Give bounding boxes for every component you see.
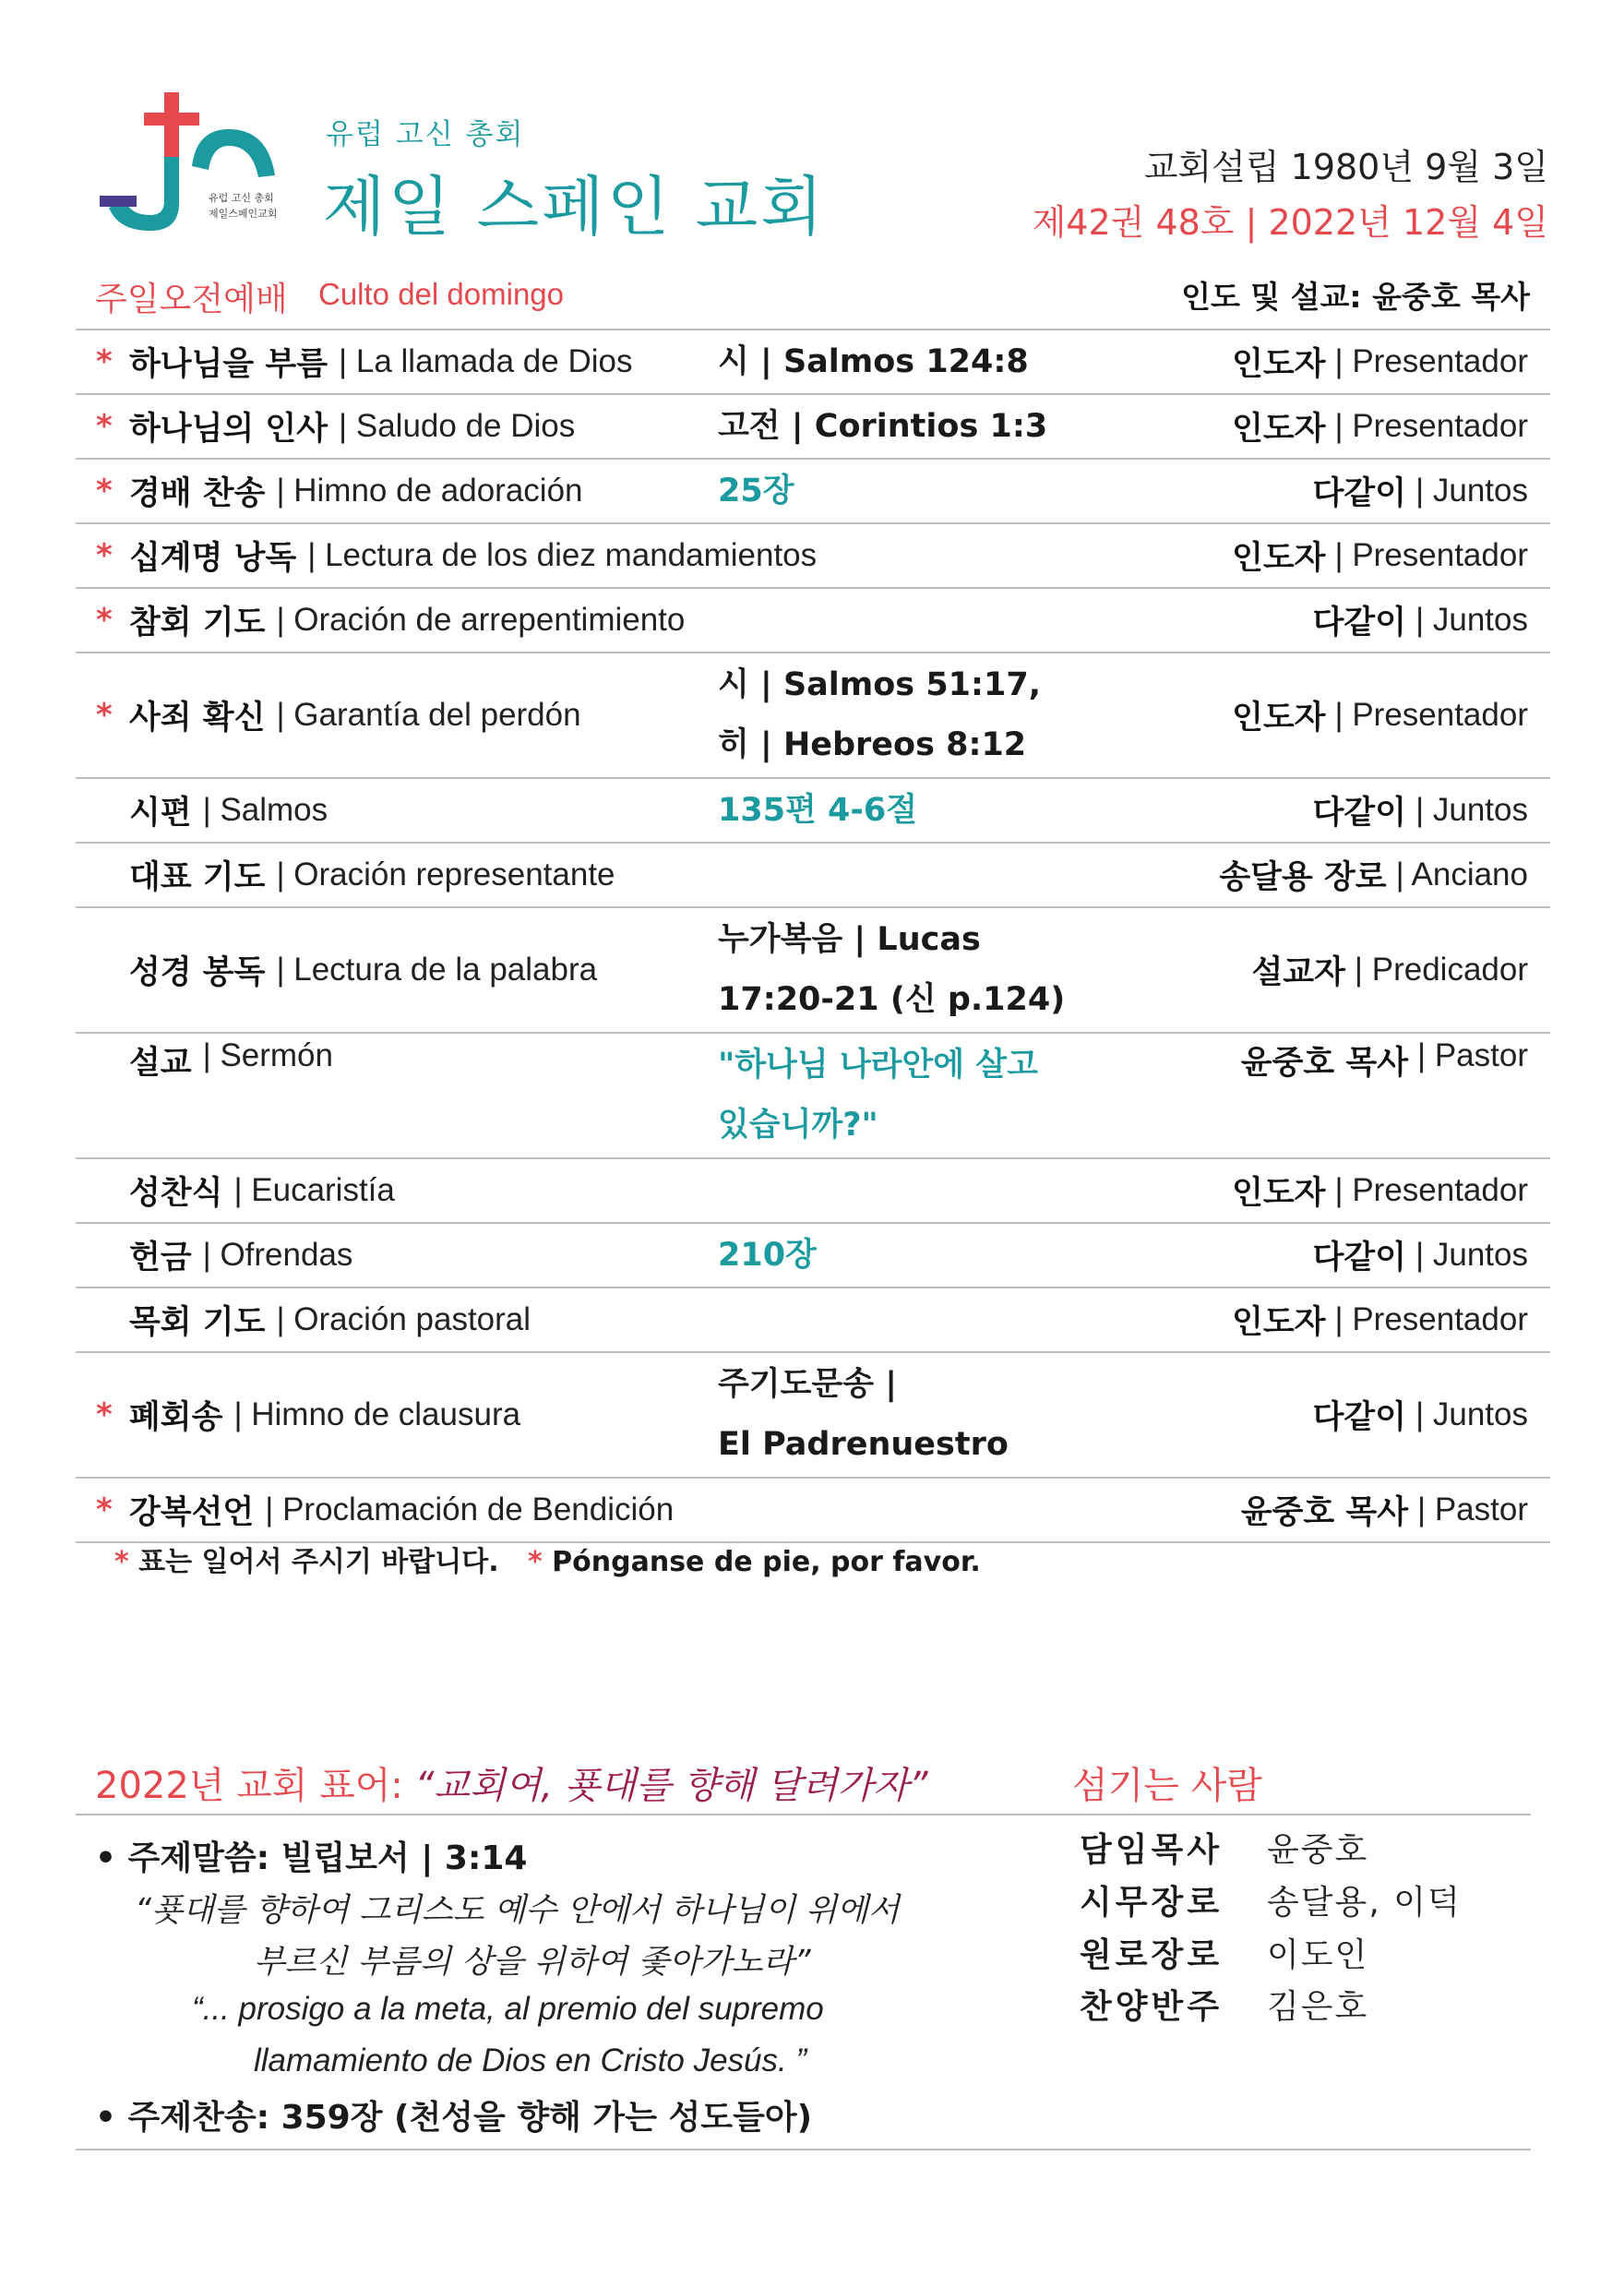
order-role	[1232, 1288, 1528, 1351]
order-item	[129, 844, 615, 906]
order-row	[76, 1479, 1550, 1543]
standing-star	[96, 844, 124, 906]
order-item	[129, 395, 575, 458]
order-detail-line: "하나님 나라안에 살고	[718, 1047, 1038, 1084]
service-title-ko: 주일오전예배	[95, 281, 288, 318]
order-detail	[718, 1353, 1105, 1477]
order-item-ko: 목회 기도	[129, 1304, 266, 1341]
standing-star: *	[96, 473, 113, 509]
order-role-ko: 다같이	[1312, 605, 1407, 641]
order-role-es: | Presentador	[1334, 408, 1528, 444]
order-detail-line: 25장	[718, 472, 794, 509]
order-role-es: | Pastor	[1417, 1037, 1528, 1073]
order-item-ko: 설교	[129, 1045, 192, 1082]
service-title-es: Culto del domingo	[318, 277, 564, 311]
standing-star: *	[96, 697, 113, 734]
order-role-ko: 다같이	[1312, 795, 1407, 832]
order-role-es: | Juntos	[1415, 473, 1528, 509]
server-role: 원로장로	[1080, 1936, 1224, 1974]
order-role-ko: 송달용 장로	[1219, 859, 1387, 896]
order-item-es: | Oración pastoral	[276, 1301, 531, 1337]
order-item-es: | Sermón	[202, 1037, 333, 1073]
order-role	[1219, 844, 1528, 906]
server-name: 김은호	[1267, 1988, 1369, 2026]
order-detail	[718, 395, 1105, 458]
standing-star	[96, 779, 124, 842]
order-role	[1232, 330, 1528, 393]
order-role-es: | Juntos	[1415, 602, 1528, 638]
standing-star	[96, 1288, 124, 1351]
order-detail	[718, 1034, 1105, 1157]
standing-star	[96, 1034, 124, 1157]
standing-star: *	[96, 1396, 113, 1433]
theme-verse-es-2: llamamiento de Dios en Cristo Jesús. ”	[254, 2042, 807, 2078]
order-row	[76, 589, 1550, 653]
order-item-ko: 헌금	[129, 1240, 192, 1276]
order-item-ko: 대표 기도	[129, 859, 266, 896]
order-item-es: | Ofrendas	[202, 1237, 353, 1273]
order-role-es: | Presentador	[1334, 343, 1528, 379]
order-detail-line: 주기도문송 |	[718, 1366, 898, 1403]
order-detail-line: El Padrenuestro	[718, 1426, 1009, 1463]
order-role	[1241, 1479, 1528, 1541]
standing-star: *	[96, 1491, 113, 1528]
order-item-es: | Garantía del perdón	[276, 697, 581, 733]
order-role-ko: 인도자	[1232, 700, 1326, 737]
order-role-es: | Juntos	[1415, 792, 1528, 828]
order-item	[129, 1034, 333, 1157]
note-star: *	[114, 1546, 129, 1578]
order-role-es: | Presentador	[1334, 1172, 1528, 1208]
order-item	[129, 779, 328, 842]
order-role	[1313, 589, 1528, 652]
order-item-ko: 시편	[129, 795, 192, 832]
order-item-ko: 강복선언	[129, 1494, 255, 1531]
standing-star	[96, 1224, 124, 1287]
order-item	[129, 1288, 531, 1351]
standing-star	[96, 908, 124, 1032]
standing-star: *	[96, 602, 113, 639]
standing-star	[96, 1159, 124, 1222]
order-role	[1232, 395, 1528, 458]
order-item-es: | La llamada de Dios	[339, 343, 633, 379]
order-role-ko: 인도자	[1232, 540, 1326, 577]
order-item	[129, 1479, 674, 1541]
motto-label: 2022년 교회 표어:	[95, 1765, 415, 1807]
order-detail-line: 누가복음 | Lucas	[718, 921, 981, 958]
order-detail	[718, 779, 1105, 842]
order-role	[1232, 1159, 1528, 1222]
logo-text-2: 제일스페인교회	[209, 208, 278, 220]
order-item	[129, 1353, 520, 1477]
order-row	[76, 330, 1550, 395]
standing-star: *	[96, 343, 113, 380]
order-item	[129, 524, 817, 587]
order-detail	[718, 1224, 1105, 1287]
order-item	[129, 1159, 395, 1222]
divider	[76, 2149, 1531, 2150]
service-leader: 인도 및 설교: 윤중호 목사	[1181, 279, 1530, 315]
established-date: 교회설립 1980년 9월 3일	[1143, 147, 1548, 187]
order-row	[76, 653, 1550, 779]
theme-verse-ko-2: 부르신 부름의 상을 위하여 좇아가노라”	[254, 1944, 811, 1981]
server-role: 찬양반주	[1080, 1988, 1224, 2026]
order-role-ko: 인도자	[1232, 1304, 1326, 1341]
church-motto	[95, 1756, 928, 1809]
order-item-es: | Lectura de la palabra	[276, 952, 598, 988]
order-item-es: | Himno de clausura	[233, 1396, 521, 1432]
order-item-ko: 십계명 낭독	[129, 540, 297, 577]
logo-text-1: 유럽 고신 총회	[209, 192, 274, 204]
order-role-es: | Juntos	[1415, 1237, 1528, 1273]
order-role	[1232, 524, 1528, 587]
order-role-ko: 윤중호 목사	[1240, 1045, 1409, 1082]
note-star-2: *	[528, 1546, 543, 1578]
order-role-ko: 인도자	[1232, 346, 1326, 383]
church-name: 제일 스페인 교회	[323, 169, 826, 245]
order-row	[76, 844, 1550, 908]
motto-quote: “교회여, 푯대를 향해 달려가자”	[414, 1765, 928, 1807]
order-detail-line: 135편 4-6절	[718, 791, 918, 829]
order-row	[76, 908, 1550, 1034]
order-row	[76, 779, 1550, 844]
order-item	[129, 460, 583, 522]
standing-star: *	[96, 537, 113, 574]
order-item-es: | Oración de arrepentimiento	[276, 602, 686, 638]
order-role	[1313, 460, 1528, 522]
theme-verse-es-1: “... prosigo a la meta, al premio del supremo	[192, 1991, 824, 2027]
order-detail	[718, 908, 1105, 1032]
order-role	[1232, 653, 1528, 777]
order-detail	[718, 330, 1105, 393]
order-item	[129, 1224, 352, 1287]
theme-verse-ko-1: “푯대를 향하여 그리스도 예수 안에서 하나님이 위에서	[135, 1892, 900, 1929]
order-item-es: | Oración representante	[276, 857, 615, 892]
order-role-ko: 설교자	[1251, 954, 1345, 991]
order-row	[76, 1034, 1550, 1159]
order-role-es: | Presentador	[1334, 697, 1528, 733]
order-row	[76, 1353, 1550, 1479]
order-item	[129, 589, 685, 652]
issue-number: 제42권 48호 | 2022년 12월 4일	[1032, 202, 1548, 243]
order-role-es: | Predicador	[1354, 952, 1528, 988]
order-item-ko: 하나님을 부름	[129, 346, 328, 383]
order-role	[1313, 779, 1528, 842]
server-name: 윤중호	[1267, 1831, 1369, 1869]
order-role	[1251, 908, 1528, 1032]
standing-note	[114, 1539, 981, 1579]
order-role	[1313, 1353, 1528, 1477]
order-item-es: | Himno de adoración	[276, 473, 583, 509]
order-item-es: | Eucaristía	[233, 1172, 395, 1208]
order-row	[76, 460, 1550, 524]
order-item	[129, 653, 581, 777]
order-item-ko: 경배 찬송	[129, 475, 266, 512]
order-row	[76, 1159, 1550, 1224]
order-item-ko: 성경 봉독	[129, 954, 266, 991]
theme-verse-label: • 주제말씀: 빌립보서 | 3:14	[95, 1839, 528, 1877]
order-role-ko: 다같이	[1312, 475, 1407, 512]
order-row	[76, 1288, 1550, 1353]
order-role-ko: 다같이	[1312, 1240, 1407, 1276]
order-row	[76, 524, 1550, 589]
order-detail	[718, 653, 1105, 777]
order-role-es: | Juntos	[1415, 1396, 1528, 1432]
order-detail	[718, 460, 1105, 522]
order-item	[129, 908, 597, 1032]
theme-hymn: • 주제찬송: 359장 (천성을 향해 가는 성도들아)	[95, 2099, 813, 2137]
order-row	[76, 395, 1550, 460]
order-item-ko: 성찬식	[129, 1175, 223, 1212]
church-logo	[100, 92, 284, 249]
order-item	[129, 330, 632, 393]
server-role: 담임목사	[1080, 1831, 1224, 1869]
order-role	[1241, 1034, 1528, 1157]
order-detail-line: 210장	[718, 1236, 817, 1274]
servers-title: 섬기는 사람	[1072, 1765, 1262, 1807]
server-role: 시무장로	[1080, 1884, 1224, 1922]
order-role	[1313, 1224, 1528, 1287]
order-item-ko: 참회 기도	[129, 605, 266, 641]
order-item-ko: 하나님의 인사	[129, 411, 328, 448]
order-detail-line: 있습니까?"	[718, 1107, 878, 1144]
server-name: 송달용, 이덕	[1267, 1884, 1462, 1922]
order-detail-line: 히 | Hebreos 8:12	[718, 726, 1027, 763]
divider	[76, 1814, 1531, 1815]
order-row	[76, 1224, 1550, 1288]
server-name: 이도인	[1267, 1936, 1369, 1974]
order-detail-line: 고전 | Corintios 1:3	[718, 407, 1048, 445]
order-role-ko: 인도자	[1232, 1175, 1326, 1212]
note-es: Pónganse de pie, por favor.	[552, 1546, 981, 1578]
order-item-es: | Lectura de los diez mandamientos	[307, 537, 818, 573]
order-detail-line: 17:20-21 (신 p.124)	[718, 981, 1066, 1018]
order-detail-line: 시 | Salmos 124:8	[718, 342, 1029, 380]
order-item-es: | Proclamación de Bendición	[265, 1491, 675, 1527]
order-item-es: | Saludo de Dios	[339, 408, 576, 444]
order-role-es: | Pastor	[1417, 1491, 1528, 1527]
order-item-ko: 사죄 확신	[129, 700, 266, 737]
order-detail-line: 시 | Salmos 51:17,	[718, 666, 1042, 703]
order-role-es: | Presentador	[1334, 537, 1528, 573]
order-item-es: | Salmos	[202, 792, 328, 828]
order-role-ko: 다같이	[1312, 1399, 1407, 1436]
order-role-ko: 인도자	[1232, 411, 1326, 448]
worship-order-table	[76, 329, 1550, 1543]
note-ko: 표는 일어서 주시기 바랍니다.	[138, 1546, 499, 1578]
standing-star: *	[96, 408, 113, 445]
denomination: 유럽 고신 총회	[326, 118, 525, 151]
order-item-ko: 폐회송	[129, 1399, 223, 1436]
order-role-es: | Presentador	[1334, 1301, 1528, 1337]
order-role-es: | Anciano	[1395, 857, 1528, 892]
order-role-ko: 윤중호 목사	[1240, 1494, 1409, 1531]
